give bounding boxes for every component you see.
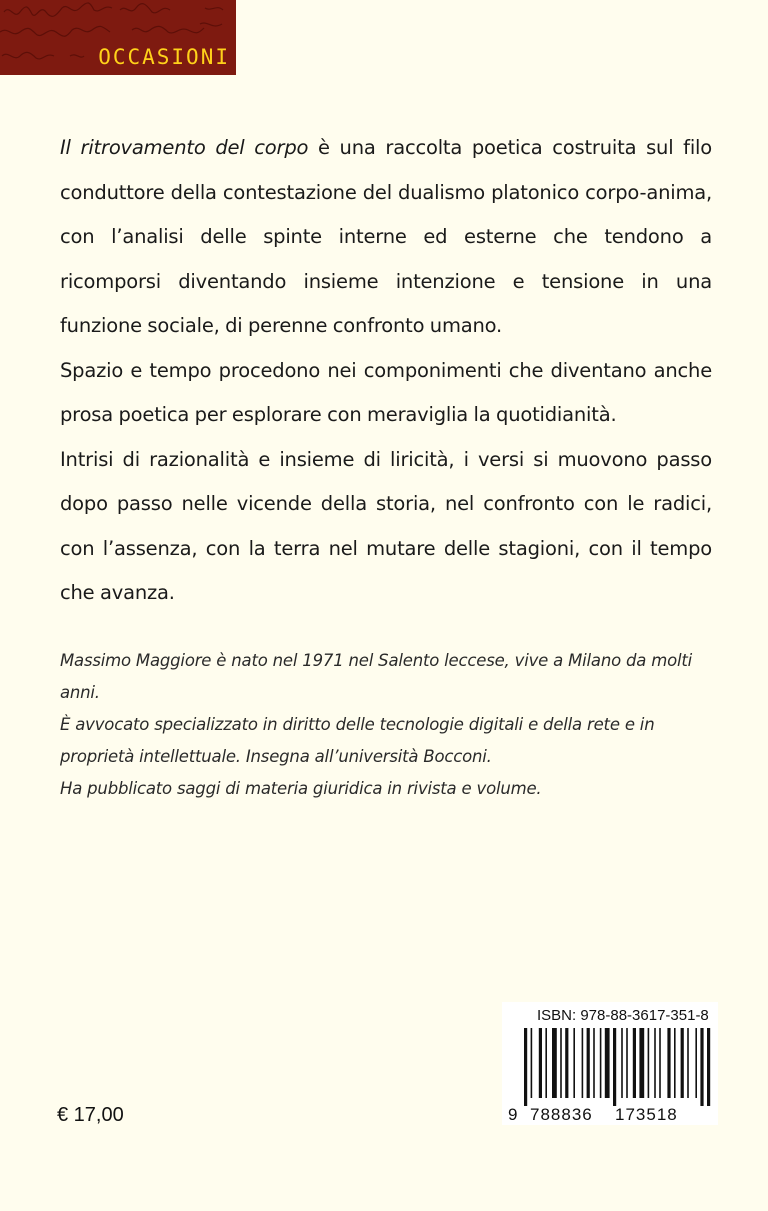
barcode-bar <box>700 1028 703 1106</box>
barcode-bar <box>582 1028 584 1098</box>
barcode-bar <box>565 1028 568 1098</box>
barcode-bar <box>593 1028 595 1098</box>
blurb-paragraph-1 <box>60 126 712 349</box>
author-bio <box>60 645 712 805</box>
barcode-bar <box>654 1028 656 1098</box>
barcode-bar <box>707 1028 710 1106</box>
barcode-bar <box>674 1028 676 1098</box>
barcode-bar <box>605 1028 610 1098</box>
blurb-paragraph-1-text: è una raccolta poetica costruita sul filo conduttore della contestazione del dualismo platonico corpo-anima, con l’analisi delle spinte interne ed esterne che tendono a ricomporsi diventando insieme intenzione e tensione in una funzione sociale, di perenne confronto umano. <box>60 136 712 337</box>
barcode-bar <box>552 1028 557 1098</box>
barcode-bar <box>659 1028 661 1098</box>
barcode-bar <box>545 1028 547 1098</box>
barcode-digit-first: 9 <box>508 1105 519 1124</box>
blurb-paragraph-3: Intrisi di razionalità e insieme di liricità, i versi si muovono passo dopo passo nelle vicende della storia, nel confronto con le radici, con l’assenza, con la terra nel mutare delle stagioni, con il tempo che avanza. <box>60 447 712 604</box>
barcode-digits-right: 173518 <box>615 1105 678 1124</box>
author-bio-line-1: Massimo Maggiore è nato nel 1971 nel Salento leccese, vive a Milano da molti anni. <box>60 651 693 702</box>
barcode-bar <box>667 1028 670 1098</box>
barcode-bar <box>648 1028 650 1098</box>
barcode-bar <box>695 1028 697 1098</box>
barcode-bar <box>531 1028 533 1098</box>
barcode-bar <box>573 1028 575 1098</box>
barcode-bar <box>681 1028 684 1098</box>
isbn-label: ISBN: 978-88-3617-351-8 <box>537 1007 709 1024</box>
barcode-bar <box>560 1028 562 1098</box>
barcode-bar <box>524 1028 527 1106</box>
author-bio-line-3: Ha pubblicato saggi di materia giuridica in rivista e volume. <box>60 779 542 798</box>
barcode-bar <box>613 1028 616 1106</box>
barcode-bar <box>587 1028 590 1098</box>
barcode-bar <box>633 1028 636 1098</box>
barcode-bar <box>626 1028 628 1098</box>
series-banner <box>0 0 236 75</box>
price: € 17,00 <box>57 1104 124 1126</box>
barcode-digits-left: 788836 <box>530 1105 593 1124</box>
series-label: OCCASIONI <box>98 45 230 69</box>
barcode-bar <box>687 1028 689 1098</box>
barcode-bar <box>639 1028 644 1098</box>
author-bio-line-2: È avvocato specializzato in diritto delle tecnologie digitali e della rete e in proprietà intellettuale. Insegna all’università Bocconi. <box>60 715 655 766</box>
back-cover-blurb <box>60 126 712 616</box>
barcode-bar <box>621 1028 623 1098</box>
barcode-icon <box>522 1028 712 1106</box>
book-title: Il ritrovamento del corpo <box>60 136 309 159</box>
barcode-bar <box>600 1028 602 1098</box>
blurb-paragraph-2: Spazio e tempo procedono nei componimenti che diventano anche prosa poetica per esplorare con meraviglia la quotidianità. <box>60 358 712 426</box>
barcode-bar <box>539 1028 542 1098</box>
